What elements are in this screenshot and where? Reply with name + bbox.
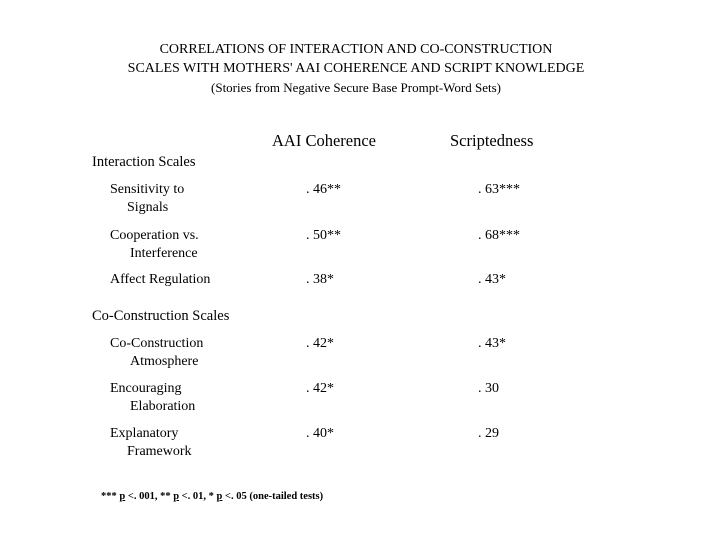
aai-value: . 42*	[306, 381, 334, 396]
aai-value: . 38*	[306, 272, 334, 287]
row-label	[110, 271, 210, 289]
aai-value: . 40*	[306, 426, 334, 441]
row-label-line-1: Encouraging	[110, 381, 182, 396]
row-label-line-1: Co-Construction	[110, 336, 204, 351]
column-header-scriptedness: Scriptedness	[450, 131, 534, 150]
script-value: . 43*	[478, 336, 506, 351]
row-label	[110, 425, 192, 461]
section-co-construction-scales: Co-Construction Scales	[92, 308, 230, 324]
script-value: . 68***	[478, 228, 520, 243]
title-line-1: CORRELATIONS OF INTERACTION AND CO-CONSTRUCTION	[159, 42, 553, 57]
section-interaction-scales: Interaction Scales	[92, 154, 196, 170]
footnote-p: p	[216, 491, 223, 502]
aai-value: . 46**	[306, 182, 341, 197]
table-row	[0, 271, 720, 311]
script-value: . 63***	[478, 182, 520, 197]
footnote-text: <. 05 (one-tailed tests)	[222, 491, 324, 502]
row-label-line-2: Framework	[127, 444, 192, 459]
table-title	[0, 40, 712, 97]
row-label-line-2: Atmosphere	[130, 354, 199, 369]
row-label	[110, 380, 195, 416]
footnote-p: p	[173, 491, 180, 502]
row-label-line-2: Elaboration	[130, 399, 196, 414]
title-subtitle: (Stories from Negative Secure Base Prompt-Word Sets)	[211, 80, 501, 95]
title-line-2: SCALES WITH MOTHERS' AAI COHERENCE AND SCRIPT KNOWLEDGE	[127, 61, 585, 76]
table-row	[0, 335, 720, 375]
row-label	[110, 181, 184, 217]
table-row	[0, 181, 720, 221]
script-value: . 30	[478, 381, 499, 396]
row-label	[110, 227, 199, 263]
row-label-line-1: Sensitivity to	[110, 182, 185, 197]
significance-footnote	[101, 491, 323, 502]
aai-value: . 50**	[306, 228, 341, 243]
footnote-text: <. 001, **	[125, 491, 174, 502]
row-label-line-1: Cooperation vs.	[110, 228, 199, 243]
script-value: . 43*	[478, 272, 506, 287]
column-header-aai-coherence: AAI Coherence	[272, 131, 376, 150]
aai-value: . 42*	[306, 336, 334, 351]
footnote-text: ***	[101, 491, 120, 502]
script-value: . 29	[478, 426, 499, 441]
table-row	[0, 227, 720, 267]
row-label	[110, 335, 203, 371]
table-row	[0, 380, 720, 420]
footnote-text: <. 01, *	[179, 491, 217, 502]
row-label-line-1: Affect Regulation	[110, 272, 211, 287]
row-label-line-2: Signals	[127, 200, 169, 215]
table-row	[0, 425, 720, 465]
footnote-p: p	[119, 491, 126, 502]
row-label-line-1: Explanatory	[110, 426, 179, 441]
row-label-line-2: Interference	[130, 246, 198, 261]
